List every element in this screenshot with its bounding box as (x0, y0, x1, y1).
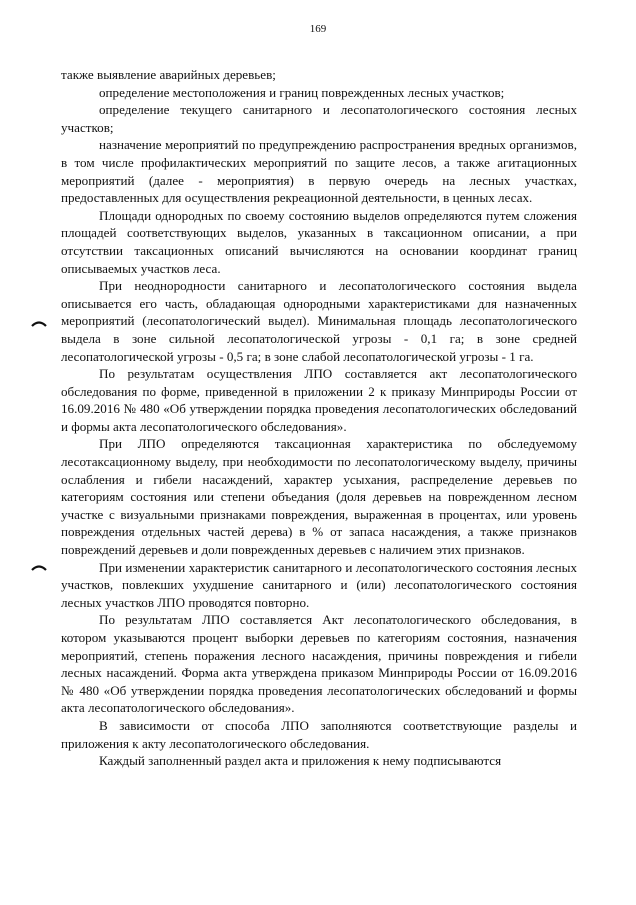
paragraph: Площади однородных по своему состоянию выделов определяются путем сложения площадей соответствующих выделов, указанных в таксационном описании, а при отсутствии таксационных описаний вычисляются на основании координат границ описываемых участков леса. (61, 207, 577, 276)
paragraph: При ЛПО определяются таксационная характеристика по обследуемому лесотаксационному выделу, при необходимости по лесопатологическому выделу, причины ослабления и гибели насаждений, характер усыхания, распределение деревьев по категориям состояния или степени объедания (доля деревьев на поврежденном лесном участке с визуальными признаками повреждения, выраженная в процентах, или уровень повреждения отдельных частей дерева) в % от запаса насаждения, а также признаков повреждений деревьев и доли поврежденных деревьев с наличием этих признаков. (61, 436, 577, 558)
paragraph: назначение мероприятий по предупреждению распространения вредных организмов, в том числе профилактических мероприятий по защите лесов, а также агитационных мероприятий (далее - мероприятия) в первую очередь на лесных участках, предоставленных для осуществления рекреационной деятельности, в ценных лесах. (61, 137, 577, 206)
paragraph: определение местоположения и границ поврежденных лесных участков; (99, 84, 505, 100)
paragraph: Каждый заполненный раздел акта и приложения к нему подписываются (99, 753, 502, 769)
paragraph: В зависимости от способа ЛПО заполняются соответствующие разделы и приложения к акту лесопатологического обследования. (61, 717, 577, 751)
paragraph: По результатам ЛПО составляется Акт лесопатологического обследования, в котором указываются процент выборки деревьев по категориям состояния, назначения мероприятий, степень поражения лесного насаждения, причины повреждения и гибели лесных насаждений. Форма акта утверждена приказом Минприроды России от 16.09.2016 № 480 «Об утверждении порядка проведения лесопатологических обследований и формы акта лесопатологического обследования». (61, 612, 577, 716)
binding-hole-mark (31, 320, 47, 327)
page-number: 169 (309, 23, 327, 35)
paragraph: также выявление аварийных деревьев; (61, 67, 276, 82)
paragraph: При неоднородности санитарного и лесопатологического состояния выдела описывается его часть, обладающая однородными характеристиками для назначенных мероприятий (лесопатологический выдел). Минимальная площадь лесопатологического выдела в зоне сильной лесопатологической угрозы - 0,1 га; в зоне средней лесопатологической угрозы - 0,5 га; в зоне слабой лесопатологической угрозы - 1 га. (61, 278, 577, 364)
document-body (61, 66, 577, 770)
binding-hole-mark (31, 564, 47, 571)
paragraph: При изменении характеристик санитарного и лесопатологического состояния лесных участков, повлекших ухудшение санитарного и (или) лесопатологического состояния лесных участков ЛПО проводятся повторно. (61, 559, 577, 610)
paragraph: определение текущего санитарного и лесопатологического состояния лесных участков; (61, 102, 577, 135)
paragraph: По результатам осуществления ЛПО составляется акт лесопатологического обследования по форме, приведенной в приложении 2 к приказу Минприроды России от 16.09.2016 № 480 «Об утверждении порядка проведения лесопатологических обследований и формы акта лесопатологического обследования». (61, 366, 577, 434)
